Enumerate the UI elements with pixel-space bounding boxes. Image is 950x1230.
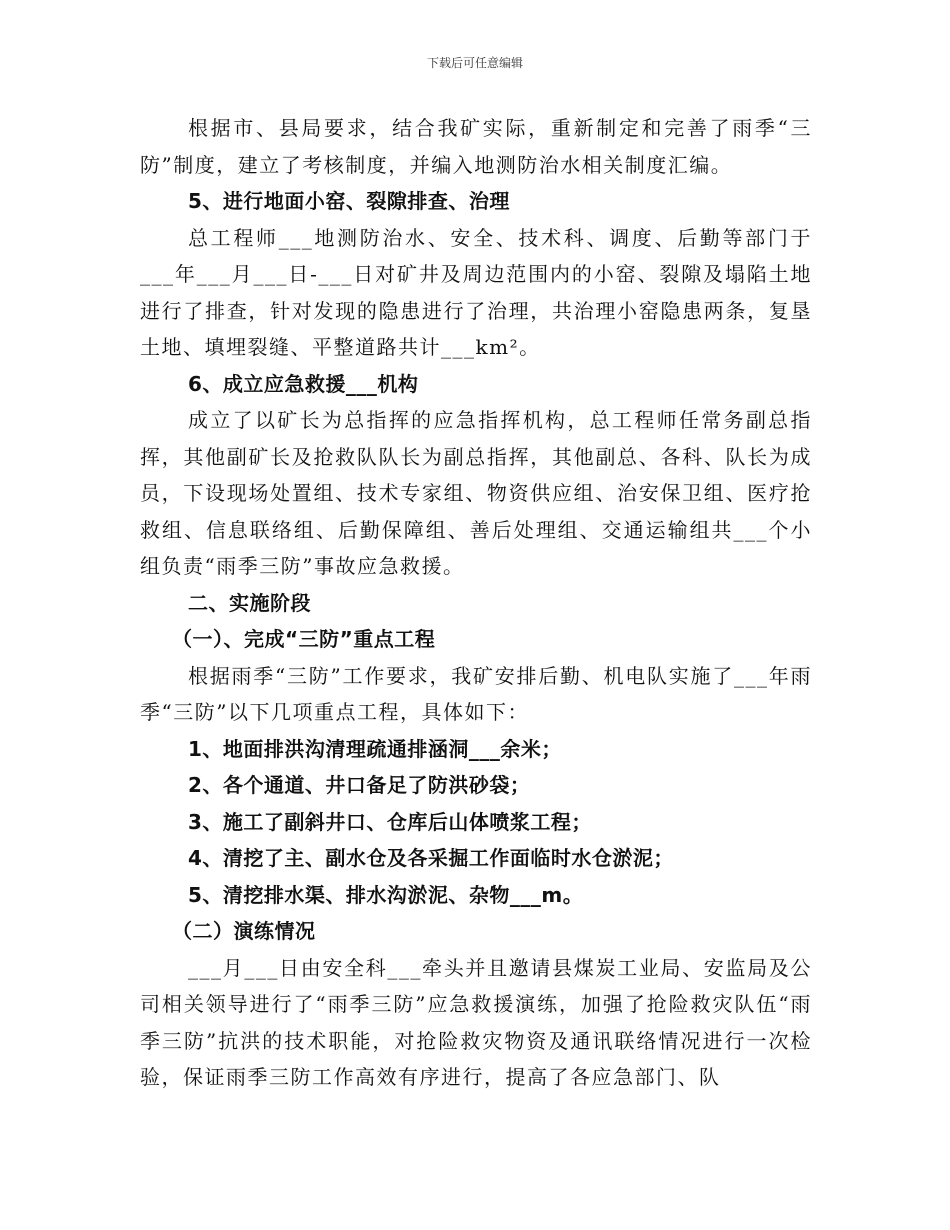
heading-key-projects: （一）、完成“三防”重点工程	[172, 627, 436, 651]
paragraph-rules: 根据市、县局要求，结合我矿实际，重新制定和完善了雨季“三防”制度，建立了考核制度，并编入地测防治水相关制度汇编。	[140, 116, 812, 177]
page-header: 下载后可任意编辑	[426, 56, 523, 70]
heading-drill: （二）演练情况	[172, 919, 316, 943]
list-item-2: 2、各个通道、井口备足了防洪砂袋；	[188, 773, 531, 797]
list-item-4: 4、清挖了主、副水仓及各采掘工作面临时水仓淤泥；	[188, 846, 674, 870]
paragraph-drill: ___月___日由安全科___牵头并且邀请县煤炭工业局、安监局及公司相关领导进行了“雨季三防”应急救援演练，加强了抢险救灾队伍“雨季三防”抗洪的技术职能，对抢险救灾物资及通讯联络情况进行一次检验，保证雨季三防工作高效有序进行，提高了各应急部门、队	[140, 955, 812, 1089]
list-item-1: 1、地面排洪沟清理疏通排涵洞___余米；	[188, 736, 562, 761]
paragraph-emergency-organization: 成立了以矿长为总指挥的应急指挥机构，总工程师任常务副总指挥，其他副矿长及抢救队队长为副总指挥，其他副总、各科、队长为成员，下设现场处置组、技术专家组、物资供应组、治安保卫组、医疗抢救组、信息联络组、后勤保障组、善后处理组、交通运输组共___个小组负责“雨季三防”事故应急救援。	[140, 408, 812, 578]
heading-emergency-organization: 6、成立应急救援___机构	[188, 371, 419, 396]
list-item-5: 5、清挖排水渠、排水沟淤泥、杂物___m。	[188, 882, 584, 907]
list-item-3: 3、施工了副斜井口、仓库后山体喷浆工程；	[188, 809, 592, 834]
paragraph-key-projects: 根据雨季“三防”工作要求，我矿安排后勤、机电队实施了___年雨季“三防”以下几项重点工程，具体如下：	[140, 663, 812, 724]
heading-implementation-stage: 二、实施阶段	[188, 590, 311, 615]
paragraph-ground-inspection: 总工程师___地测防治水、安全、技术科、调度、后勤等部门于___年___月___日-___日对矿井及周边范围内的小窑、裂隙及塌陷土地进行了排查，针对发现的隐患进行了治理，共治理小窑隐患两条，复垦土地、填埋裂缝、平整道路共计___km²。	[140, 225, 812, 359]
document-body	[140, 110, 812, 1096]
heading-ground-inspection: 5、进行地面小窑、裂隙排查、治理	[188, 189, 510, 213]
